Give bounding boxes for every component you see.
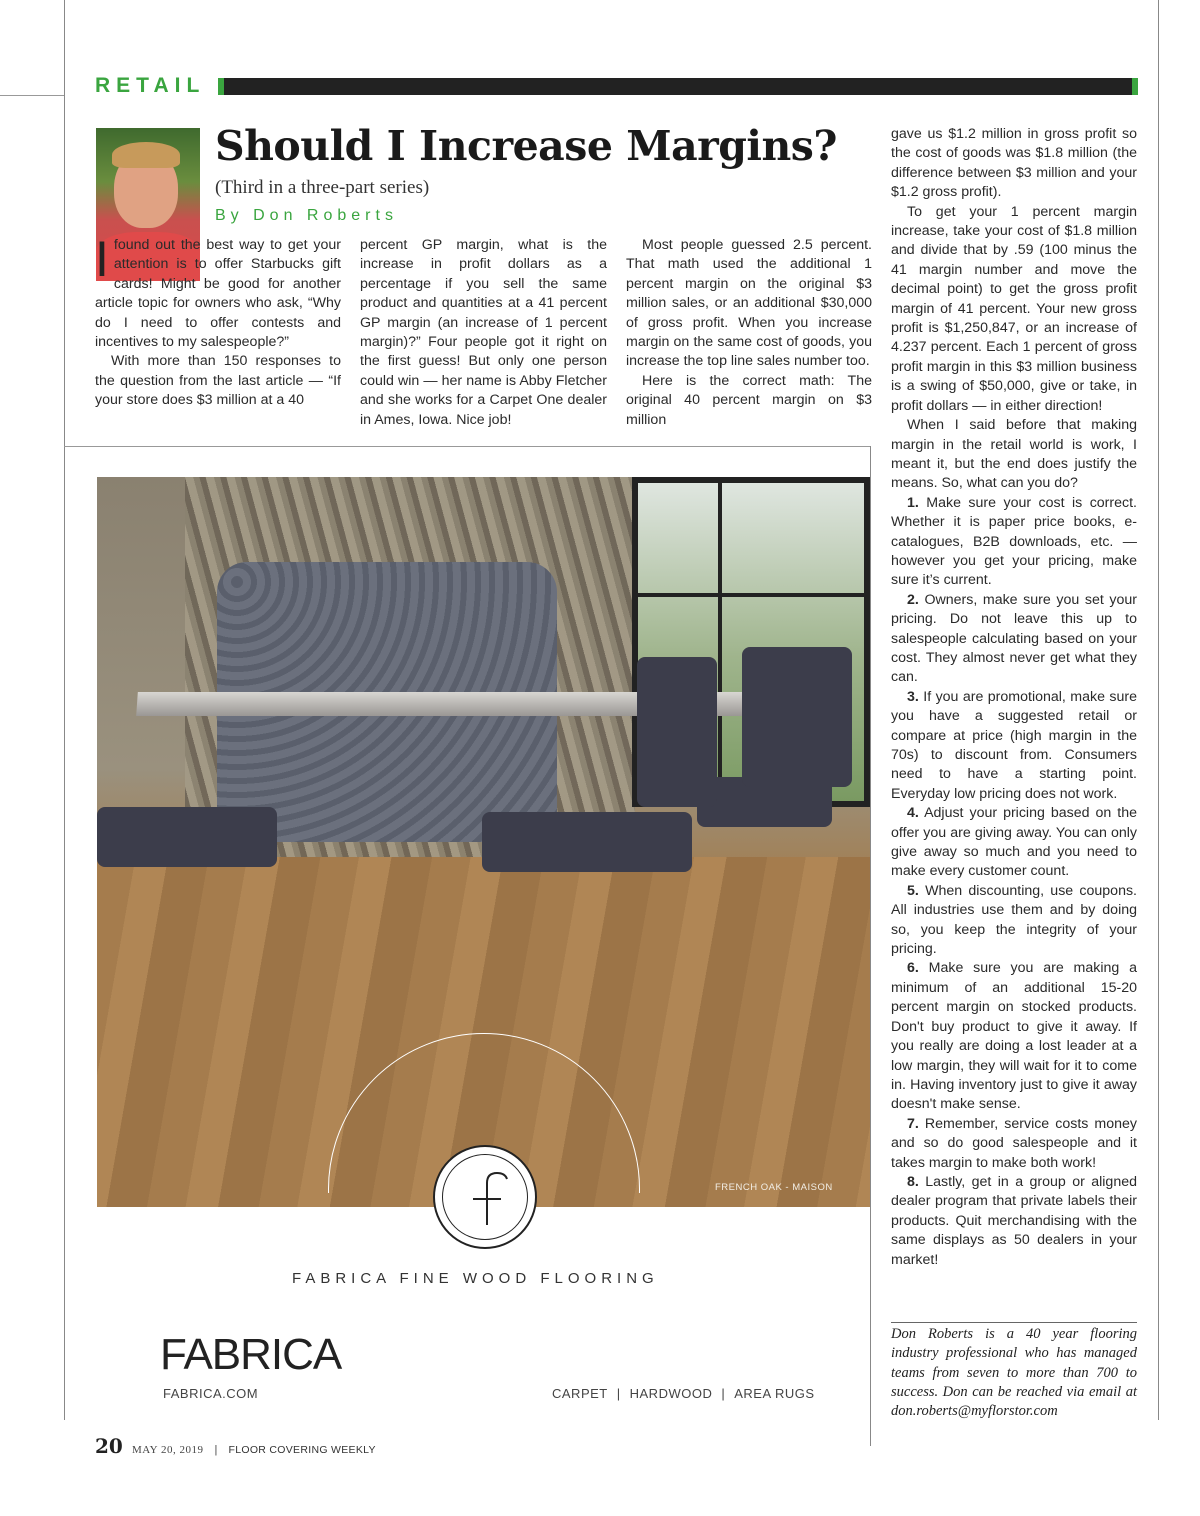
list-item: 4. Adjust your pricing based on the offer you are giving away. You can only give away so much and you need to make every customer count. <box>891 805 1137 880</box>
section-label: RETAIL <box>95 74 206 97</box>
paragraph: Here is the correct math: The original 40 percent margin on $3 million <box>626 372 872 428</box>
list-item: 5. When discounting, use coupons. All industries use them and by doing so, you keep the integrity of your pricing. <box>891 882 1137 958</box>
publication-name: FLOOR COVERING WEEKLY <box>228 1444 376 1456</box>
ad-url[interactable]: FABRICA.COM <box>163 1386 259 1401</box>
ad-top-rule <box>64 446 871 447</box>
right-margin-rule <box>1158 0 1159 1420</box>
page-number: 20 <box>95 1434 123 1458</box>
list-item: 7. Remember, service costs money and so do good salespeople and it takes margin to make both work! <box>891 1115 1137 1171</box>
list-item: 6. Make sure you are making a minimum of an additional 15-20 percent margin on stocked products. Don't buy product to give it away. If you really are doing a lost leader at a low margin, they will wait for it to come in. Having inventory just to give it away doesn't make sense. <box>891 960 1137 1113</box>
article-subtitle: (Third in a three-part series) <box>215 177 430 198</box>
drop-cap: I <box>95 231 109 287</box>
list-item: 1. Make sure your cost is correct. Whether it is paper price books, e-catalogues, B2B downloads, etc. — however you get your pricing, make sure it’s current. <box>891 494 1137 589</box>
left-margin-rule <box>64 0 65 1420</box>
ad-category: CARPET <box>552 1386 608 1401</box>
author-bio: Don Roberts is a 40 year flooring industry professional who has managed teams from seven to more than 700 to success. Don can be reached via email at don.roberts@myflorstor.com <box>891 1326 1137 1420</box>
list-item: 3. If you are promotional, make sure you have a suggested retail or compare at price (high margin in the 70s) to discount from. Consumers need to have a starting point. Everyday low pricing does not work. <box>891 688 1137 802</box>
article-title: Should I Increase Margins? <box>215 122 837 170</box>
list-item: 2. Owners, make sure you set your pricing. Do not leave this up to salespeople calculating based on your cost. They almost never get what they can. <box>891 591 1137 686</box>
section-bar <box>218 78 1138 95</box>
fabrica-wordmark: FABRICA <box>160 1330 342 1379</box>
fabrica-f-logo-icon <box>433 1145 537 1249</box>
article-column-3 <box>626 236 872 430</box>
article-column-1 <box>95 231 341 411</box>
ad-right-rule <box>870 446 871 1446</box>
article-column-2 <box>360 236 607 430</box>
paragraph: percent GP margin, what is the increase in profit dollars as a percentage if you sell the same product and quantities at a 41 percent GP margin (an increase of 1 percent margin)?” Four people got it right on the first guess! But only one person could win — her name is Abby Fletcher and she works for a Carpet One dealer in Ames, Iowa. Nice job! <box>360 237 607 428</box>
ad-category: AREA RUGS <box>734 1386 815 1401</box>
paragraph: With more than 150 responses to the question from the last article — “If your store does $3 million at a 40 <box>95 353 341 409</box>
paragraph: To get your 1 percent margin increase, take your cost of $1.8 million and divide that by .59 (100 minus the 41 margin number and move the decimal point) to get the gross profit margin of 41 percent. Your new gross profit is $1,250,847, or an increase of 4.237 percent. Each 1 percent of gross profit margin in this $3 million business is a swing of $50,000, give or take, in profit dollars — in either direction! <box>891 203 1137 414</box>
page-folio: 20 MAY 20, 2019 | FLOOR COVERING WEEKLY <box>95 1434 376 1458</box>
paragraph: Most people guessed 2.5 percent. That math used the additional 1 percent margin on the original $3 million sales, or an additional $30,000 of gross profit. When you increase margin on the same cost of goods, you increase the top line sales number too. <box>626 237 872 370</box>
bio-rule <box>891 1322 1137 1323</box>
ad-category: HARDWOOD <box>629 1386 713 1401</box>
article-byline: By Don Roberts <box>215 207 398 224</box>
ad-categories: CARPET | HARDWOOD | AREA RUGS <box>552 1386 815 1401</box>
header-left-rule <box>0 95 64 96</box>
paragraph: found out the best way to get your attention is to offer Starbucks gift cards! Might be good for another article topic for owners who ask, “Why do I need to offer contests and incentives to my salespeople?” <box>95 237 341 351</box>
issue-date: MAY 20, 2019 <box>131 1444 204 1456</box>
paragraph: gave us $1.2 million in gross profit so the cost of goods was $1.8 million (the difference between $3 million and your $1.2 gross profit). <box>891 126 1137 201</box>
list-item: 8. Lastly, get in a group or aligned dealer program that private labels their products. Quit merchandising with the same displays as 50 dealers in your market! <box>891 1173 1137 1268</box>
ad-photo-caption: FRENCH OAK - MAISON <box>715 1182 833 1193</box>
ad-tagline: FABRICA FINE WOOD FLOORING <box>292 1270 659 1287</box>
paragraph: When I said before that making margin in the retail world is work, I meant it, but the end does justify the means. So, what can you do? <box>891 417 1137 492</box>
article-column-4 <box>891 125 1137 1270</box>
